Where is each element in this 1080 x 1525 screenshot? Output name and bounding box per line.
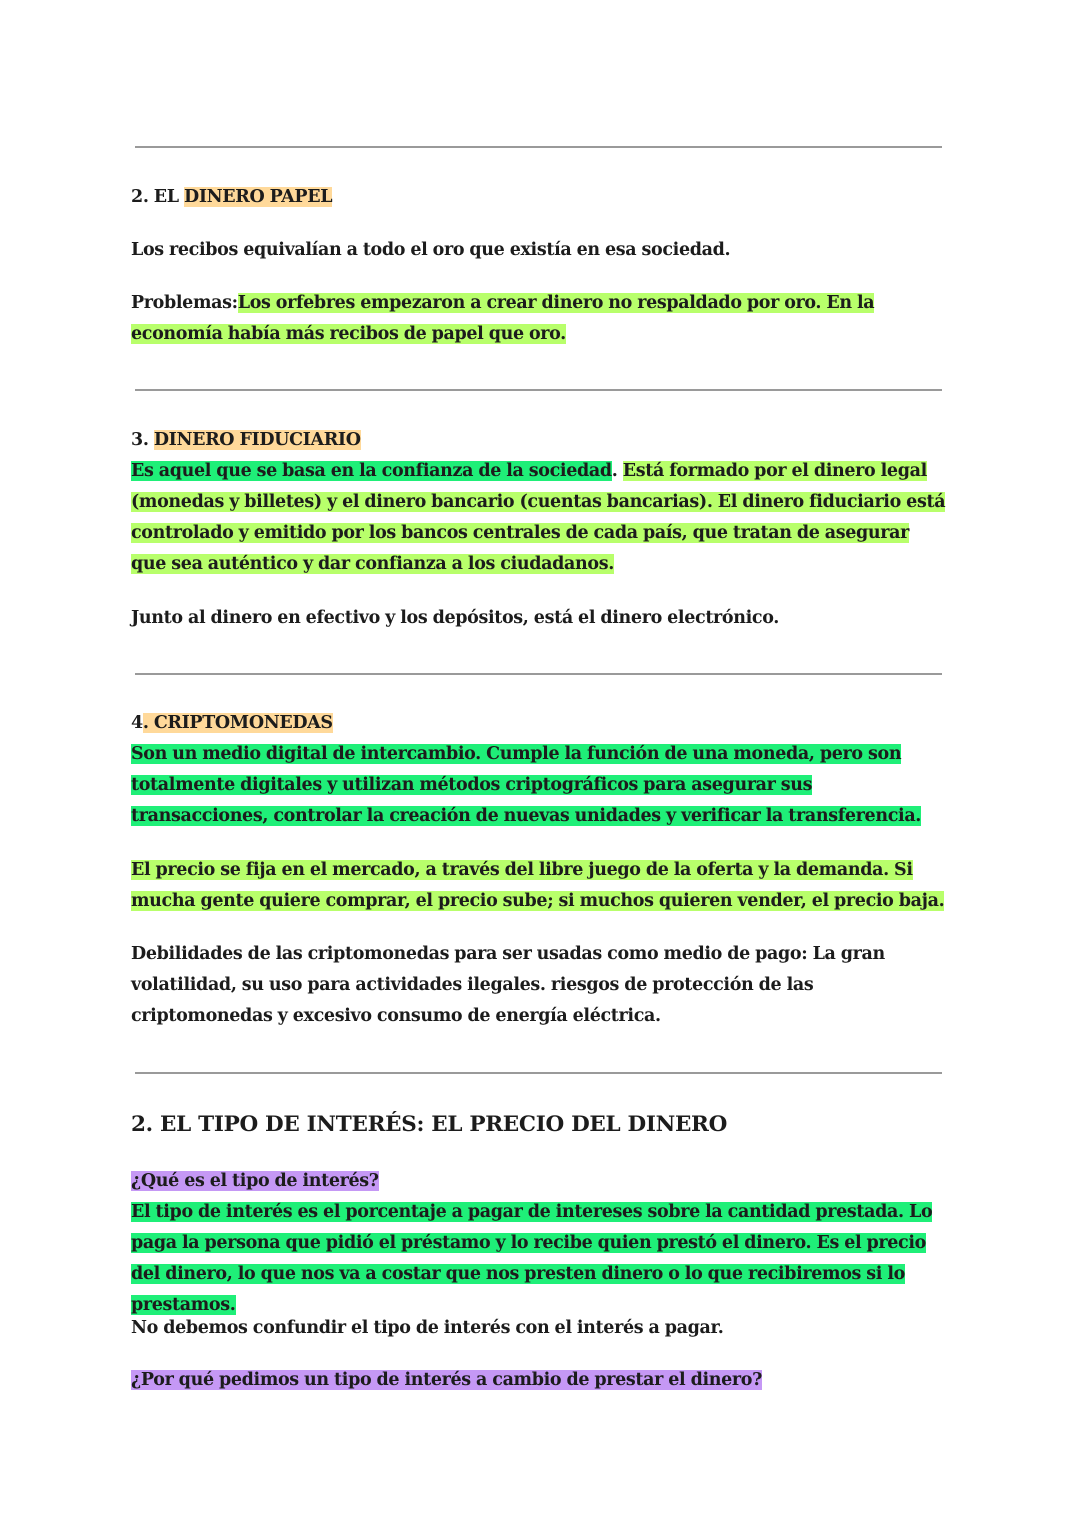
- divider: [135, 389, 942, 391]
- section-heading-dinero-fiduciario: [131, 425, 946, 456]
- paragraph: Junto al dinero en efectivo y los depósitos, está el dinero electrónico.: [131, 608, 779, 628]
- section-number: 4: [131, 713, 143, 733]
- section-title: DINERO PAPEL: [184, 187, 333, 207]
- chapter-heading: 2. EL TIPO DE INTERÉS: EL PRECIO DEL DINERO: [131, 1112, 728, 1137]
- highlighted-question: ¿Qué es el tipo de interés?: [131, 1171, 379, 1191]
- highlighted-definition: Es aquel que se basa en la confianza de la sociedad: [131, 461, 612, 481]
- section-title: . CRIPTOMONEDAS: [142, 713, 333, 733]
- section-heading-dinero-papel: [131, 182, 946, 213]
- question-heading: [131, 1166, 946, 1197]
- paragraph-problemas: [131, 288, 946, 350]
- paragraph-cripto-price: [131, 855, 946, 917]
- paragraph: No debemos confundir el tipo de interés con el interés a pagar.: [131, 1318, 724, 1338]
- highlighted-text: El precio se fija en el mercado, a través del libre juego de la oferta y la demanda. Si mucha gente quiere comprar, el precio sube; si muchos quieren vender, el precio baja.: [131, 860, 945, 911]
- paragraph-interes-definition: [131, 1197, 946, 1321]
- punctuation: .: [611, 461, 623, 481]
- divider: [135, 146, 942, 148]
- paragraph-cripto-definition: [131, 739, 946, 832]
- section-title: DINERO FIDUCIARIO: [153, 430, 361, 450]
- divider: [135, 673, 942, 675]
- question-heading: [131, 1365, 946, 1396]
- highlighted-definition: El tipo de interés es el porcentaje a pagar de intereses sobre la cantidad prestada. Lo paga la persona que pidió el préstamo y lo recibe quien prestó el dinero. Es el precio del dinero, lo que nos va a costar que nos presten dinero o lo que recibiremos si lo prestamos.: [131, 1202, 933, 1315]
- label-problemas: Problemas:: [131, 293, 238, 313]
- highlighted-text: Está formado por el dinero legal (monedas y billetes) y el dinero bancario (cuentas bancarias). El dinero fiduciario está controlado y emitido por los bancos centrales de cada país, que tratan de asegurar que sea auténtico y dar confianza a los ciudadanos.: [131, 461, 946, 574]
- highlighted-definition: Son un medio digital de intercambio. Cumple la función de una moneda, pero son totalmente digitales y utilizan métodos criptográficos para asegurar sus transacciones, controlar la creación de nuevas unidades y verificar la transferencia.: [131, 744, 922, 826]
- section-number: 2. EL: [131, 187, 184, 207]
- section-heading-criptomonedas: [131, 708, 946, 739]
- divider: [135, 1072, 942, 1074]
- paragraph: Los recibos equivalían a todo el oro que existía en esa sociedad.: [131, 240, 731, 260]
- paragraph-fiduciario: [131, 456, 946, 580]
- highlighted-text: Los orfebres empezaron a crear dinero no respaldado por oro. En la economía había más recibos de papel que oro.: [131, 293, 875, 344]
- section-number: 3.: [131, 430, 154, 450]
- paragraph: Debilidades de las criptomonedas para ser usadas como medio de pago: La gran volatilidad, su uso para actividades ilegales. riesgos de protección de las criptomonedas y excesivo consumo de energía eléctrica.: [131, 944, 885, 1026]
- highlighted-question: ¿Por qué pedimos un tipo de interés a cambio de prestar el dinero?: [131, 1370, 763, 1390]
